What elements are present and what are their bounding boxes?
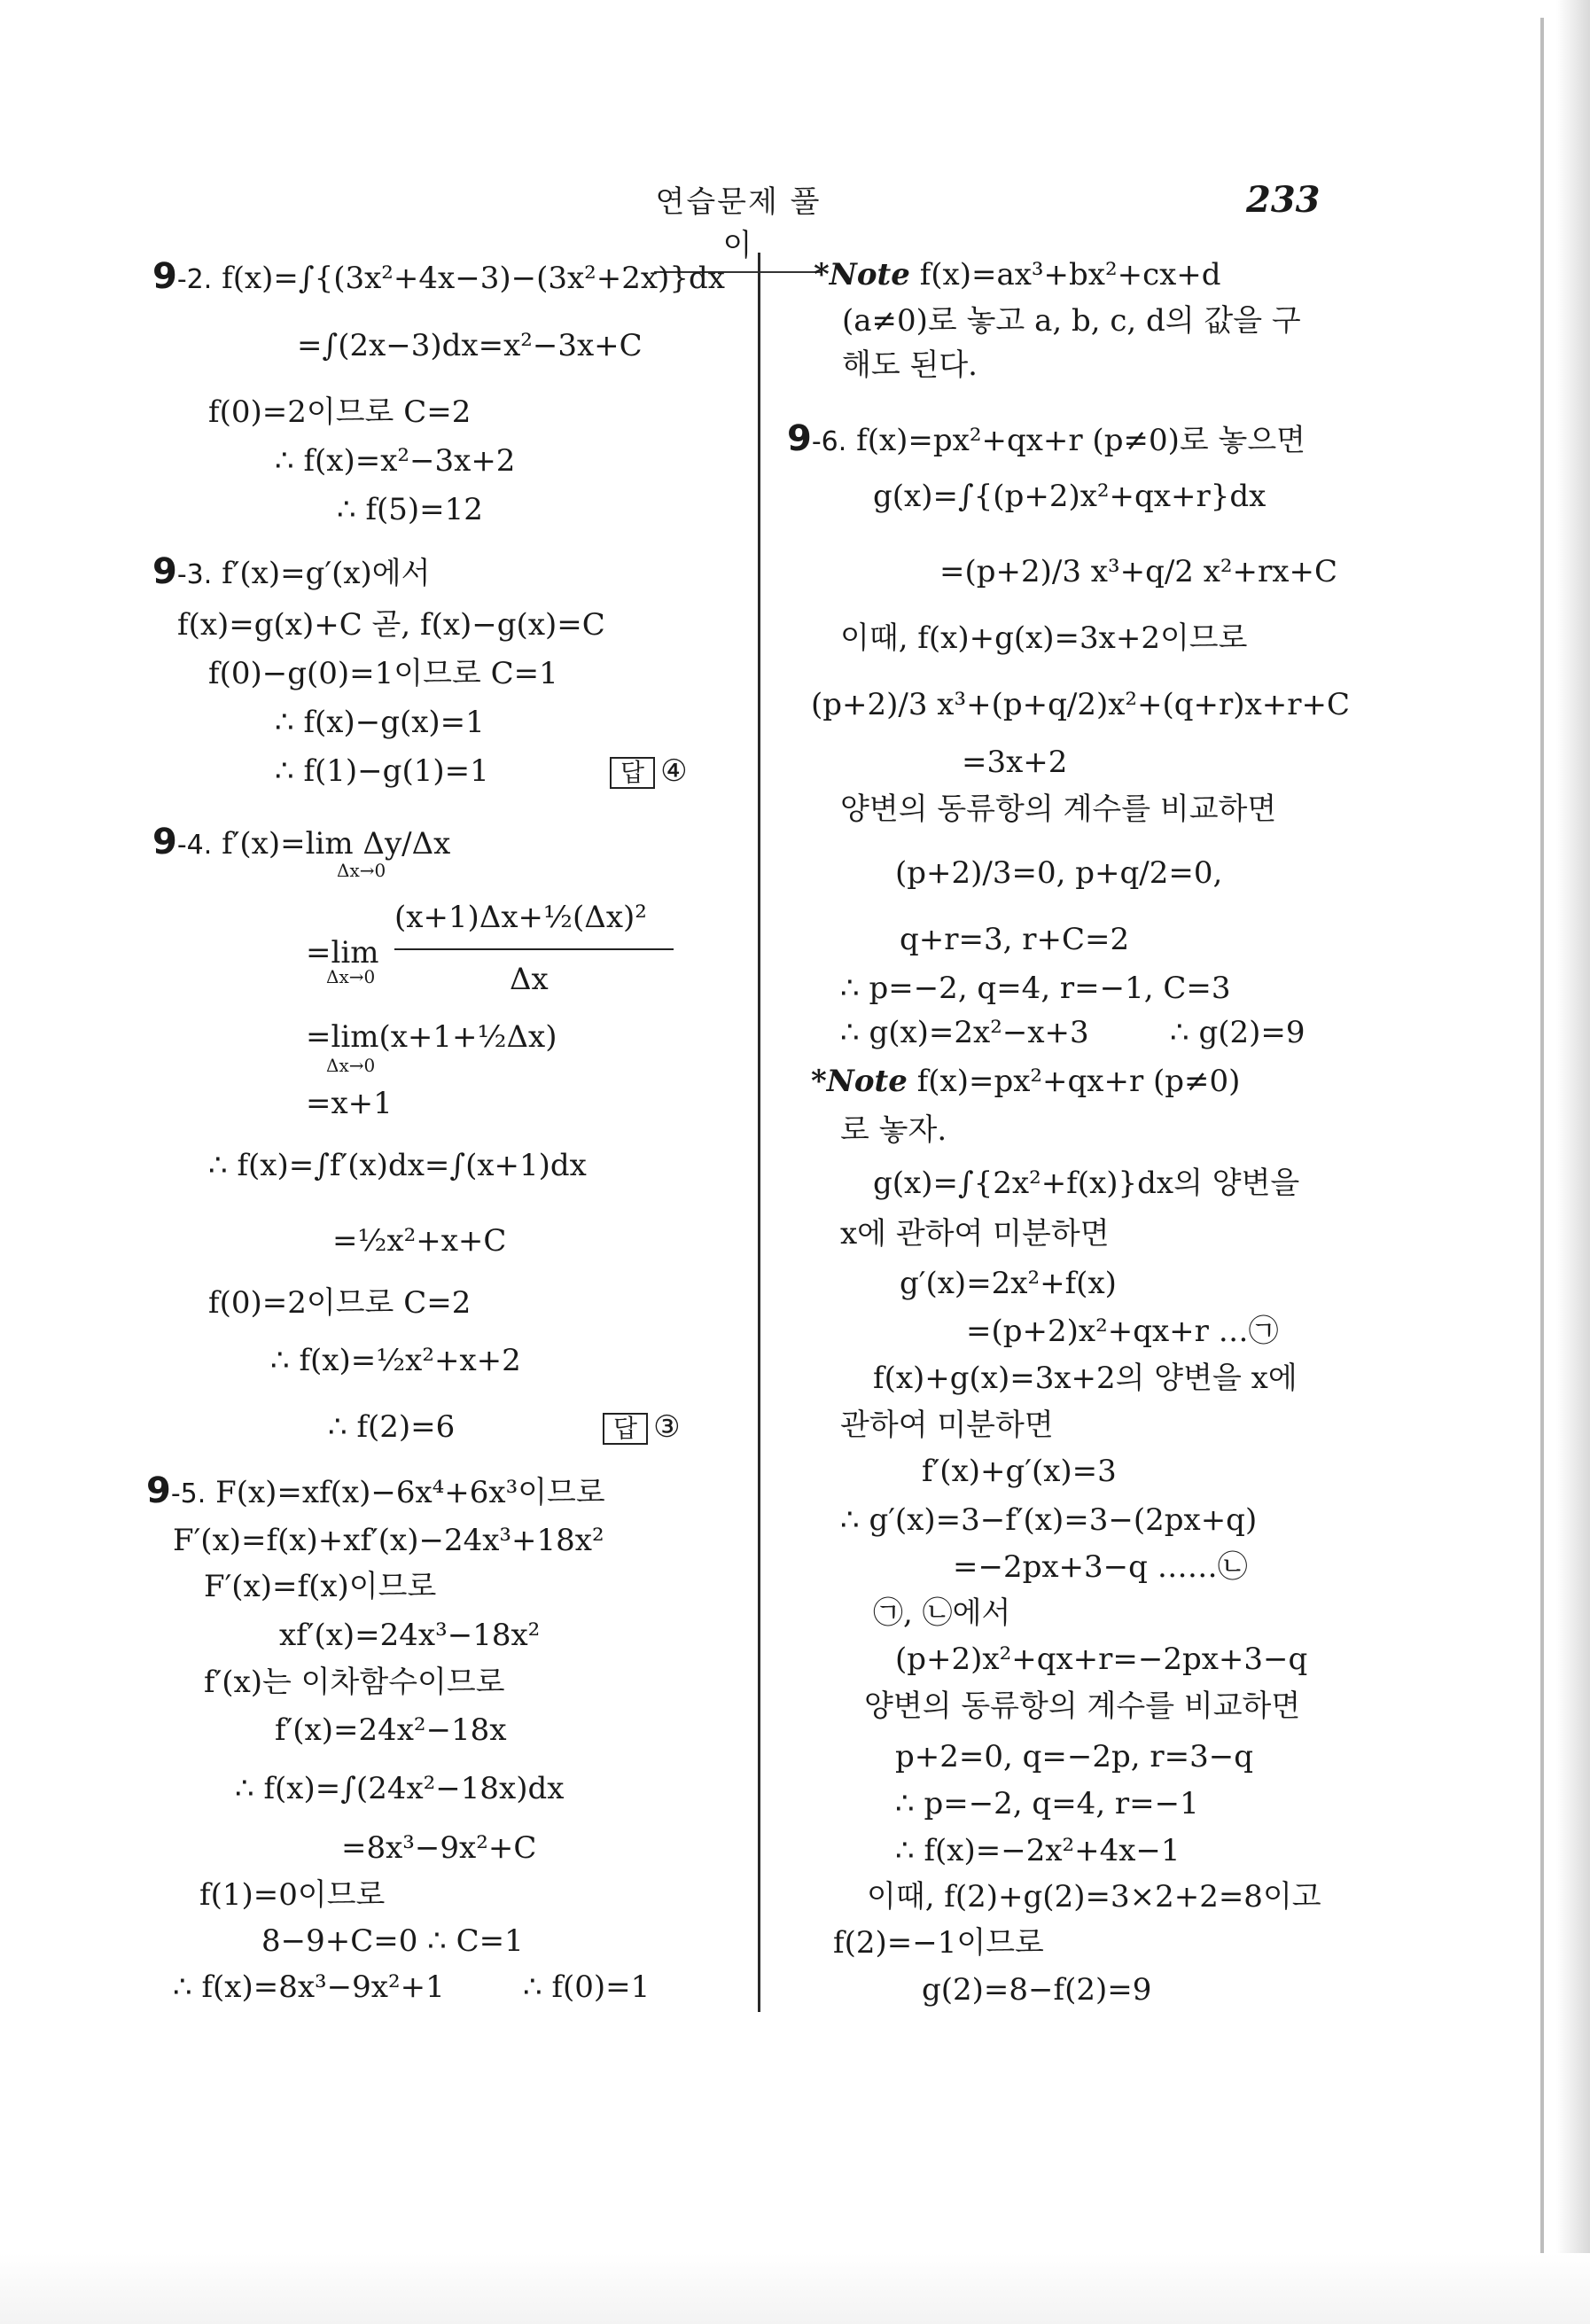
problem-9-6-line-10: ∴ p=−2, q=4, r=−1, C=3 [840,971,1231,1006]
problem-9-5-line-9: f(1)=0이므로 [199,1877,386,1913]
note-label: *Note [814,257,910,292]
note-2-line-11: =−2px+3−q ……㉡ [953,1549,1248,1585]
problem-9-2-result: ∴ f(5)=12 [337,492,483,527]
problem-9-6-line-1 [787,418,1306,460]
note-2-line-1 [811,1064,1240,1099]
problem-9-4-line-6: =½x²+x+C [332,1223,507,1259]
note-2-line-15: p+2=0, q=−2p, r=3−q [895,1739,1253,1774]
formula: f(x)=px²+qx+r (p≠0)로 놓으면 [856,423,1306,458]
problem-9-5-line-7: ∴ f(x)=∫(24x²−18x)dx [235,1771,565,1806]
problem-9-3-line-4: ∴ f(x)−g(x)=1 [275,705,485,740]
problem-9-4-line-8: ∴ f(x)=½x²+x+2 [270,1343,521,1378]
problem-9-2-line-1 [152,256,725,298]
problem-9-2-line-2: =∫(2x−3)dx=x²−3x+C [297,328,643,363]
note-1-line-1 [814,257,1221,292]
answer-choice: ③ [653,1409,681,1445]
note-2-line-14: 양변의 동류항의 계수를 비교하면 [864,1688,1301,1724]
problem-9-6-line-2: g(x)=∫{(p+2)x²+qx+r}dx [873,479,1267,514]
page-edge [1540,18,1544,2287]
problem-9-4-line-1 [152,824,450,863]
formula: f(x)=ax³+bx²+cx+d [919,257,1221,292]
note-2-line-13: (p+2)x²+qx+r=−2px+3−q [895,1642,1308,1677]
problem-9-5-line-2: F′(x)=f(x)+xf′(x)−24x³+18x² [173,1523,604,1558]
problem-9-3-line-3: f(0)−g(0)=1이므로 C=1 [208,656,558,691]
problem-number: 9 [152,551,177,592]
limit-subscript: Δx→0 [326,1055,376,1076]
page-title: 연습문제 풀이 [654,177,822,273]
problem-9-5-line-5: f′(x)는 이차함수이므로 [204,1665,505,1700]
problem-9-5-line-11: ∴ f(x)=8x³−9x²+1 [173,1969,445,2005]
problem-9-4-numerator: (x+1)Δx+½(Δx)² [394,900,647,935]
problem-number-suffix: -4. [176,830,213,861]
problem-9-4-answer [603,1409,681,1445]
note-1-line-3: 해도 된다. [842,347,978,383]
problem-9-5-line-1 [146,1470,605,1512]
problem-9-4-line-7: f(0)=2이므로 C=2 [208,1285,472,1321]
page-shadow [1556,0,1590,2324]
problem-9-5-line-3: F′(x)=f(x)이므로 [204,1569,437,1604]
problem-9-4-line-4: =x+1 [306,1086,393,1121]
note-2-line-3: g(x)=∫{2x²+f(x)}dx의 양변을 [873,1166,1300,1201]
note-2-line-20: g(2)=8−f(2)=9 [922,1972,1152,2008]
formula: f(x)=px²+qx+r (p≠0) [916,1064,1241,1099]
answer-box: 답 [610,757,655,789]
problem-number-suffix: -6. [811,426,847,457]
problem-9-4-line-9: ∴ f(2)=6 [328,1409,456,1445]
problem-9-3-line-2: f(x)=g(x)+C 곧, f(x)−g(x)=C [177,607,605,643]
problem-9-2-line-3: f(0)=2이므로 C=2 [208,394,472,430]
problem-9-6-line-4: 이때, f(x)+g(x)=3x+2이므로 [840,620,1248,656]
formula: F(x)=xf(x)−6x⁴+6x³이므로 [215,1475,605,1510]
problem-9-5-line-10: 8−9+C=0 ∴ C=1 [261,1923,524,1959]
problem-9-6-line-7: 양변의 동류항의 계수를 비교하면 [840,792,1277,827]
problem-9-5-line-4: xf′(x)=24x³−18x² [279,1618,541,1653]
formula: f′(x)=lim Δy/Δx [222,826,451,862]
note-2-line-2: 로 놓자. [840,1112,947,1148]
formula: f′(x)=g′(x)에서 [222,556,431,591]
column-divider [758,253,760,2012]
note-2-line-18: 이때, f(2)+g(2)=3×2+2=8이고 [867,1879,1321,1915]
note-2-line-4: x에 관하여 미분하면 [840,1216,1110,1252]
problem-9-6-line-11: ∴ g(x)=2x²−x+3 [840,1015,1089,1050]
formula: f(x)=∫{(3x²+4x−3)−(3x²+2x)}dx [222,261,725,296]
note-2-line-19: f(2)=−1이므로 [833,1925,1044,1961]
note-2-line-12: ㉠, ㉡에서 [873,1595,1011,1631]
problem-9-3-line-5: ∴ f(1)−g(1)=1 [275,753,489,789]
bottom-shade [0,2253,1590,2324]
problem-number: 9 [787,418,812,459]
problem-number: 9 [152,822,177,862]
problem-9-3-line-1 [152,551,431,593]
problem-9-6-line-5: (p+2)/3 x³+(p+q/2)x²+(q+r)x+r+C [811,687,1350,722]
fraction-bar [394,948,674,950]
problem-9-5-line-6: f′(x)=24x²−18x [275,1712,507,1748]
note-2-line-16: ∴ p=−2, q=4, r=−1 [895,1786,1199,1821]
problem-number-suffix: -3. [176,559,213,590]
page-number: 233 [1246,179,1321,221]
limit-subscript: Δx→0 [337,860,386,881]
note-2-line-8: 관하여 미분하면 [840,1408,1054,1443]
problem-number-suffix: -5. [170,1478,207,1509]
answer-choice: ④ [660,753,688,789]
problem-9-4-line-3: =lim(x+1+½Δx) [306,1019,557,1055]
problem-9-4-lim-prefix: =lim [306,935,379,971]
problem-9-6-result: ∴ g(2)=9 [1170,1015,1306,1050]
note-2-line-17: ∴ f(x)=−2x²+4x−1 [895,1833,1181,1868]
limit-subscript: Δx→0 [326,966,376,987]
problem-9-6-line-3: =(p+2)/3 x³+q/2 x²+rx+C [939,554,1337,589]
problem-9-4-line-5: ∴ f(x)=∫f′(x)dx=∫(x+1)dx [208,1148,587,1183]
problem-9-5-line-8: =8x³−9x²+C [341,1830,537,1866]
note-label: *Note [811,1064,908,1099]
problem-9-2-line-4: ∴ f(x)=x²−3x+2 [275,443,516,479]
note-2-line-6: =(p+2)x²+qx+r …㉠ [966,1314,1279,1349]
problem-9-6-line-9: q+r=3, r+C=2 [900,922,1130,957]
problem-9-3-answer [610,753,688,789]
problem-9-4-denominator: Δx [510,962,549,997]
note-2-line-5: g′(x)=2x²+f(x) [900,1266,1117,1301]
problem-number-suffix: -2. [176,264,213,295]
problem-9-6-line-6: =3x+2 [962,745,1068,780]
note-2-line-7: f(x)+g(x)=3x+2의 양변을 x에 [873,1361,1298,1396]
problem-number: 9 [152,256,177,297]
problem-9-5-result: ∴ f(0)=1 [523,1969,651,2005]
note-2-line-10: ∴ g′(x)=3−f′(x)=3−(2px+q) [840,1502,1258,1538]
problem-number: 9 [146,1470,171,1511]
note-1-line-2: (a≠0)로 놓고 a, b, c, d의 값을 구 [842,303,1301,339]
answer-box: 답 [603,1413,648,1445]
note-2-line-9: f′(x)+g′(x)=3 [922,1454,1117,1489]
problem-9-6-line-8: (p+2)/3=0, p+q/2=0, [895,855,1223,891]
